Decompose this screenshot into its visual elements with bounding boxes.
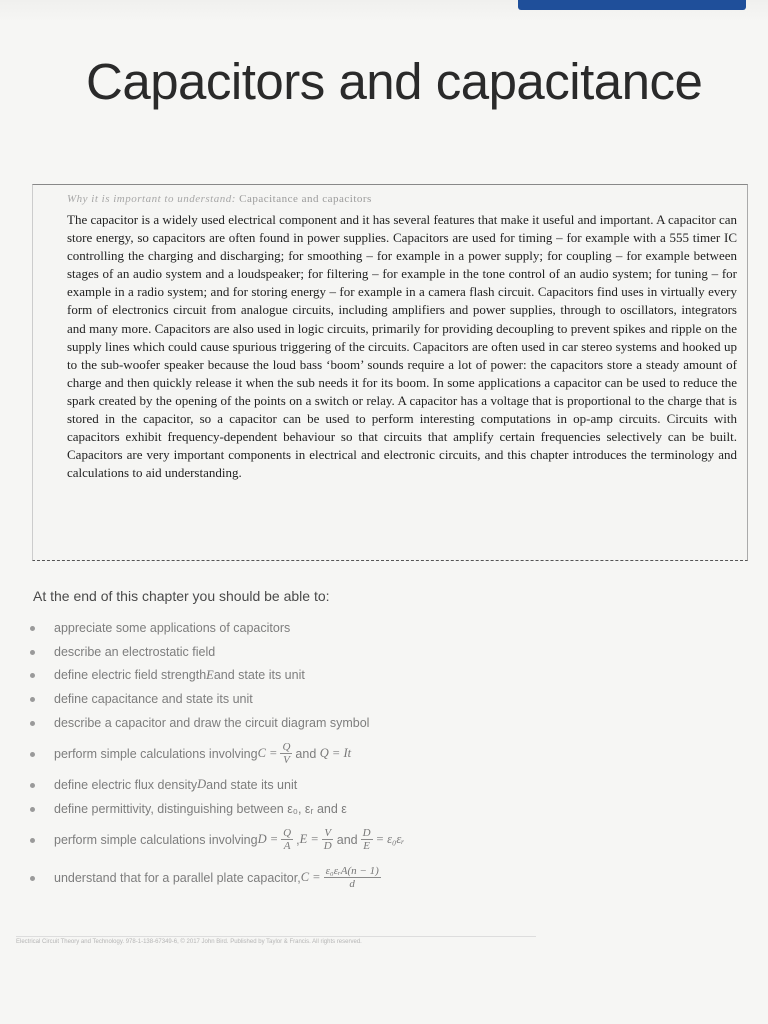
bullet-icon — [30, 697, 35, 702]
symbol-d: D — [197, 777, 207, 792]
fraction-q-over-a: $\frac{Q}{A}$ — [283, 827, 292, 853]
symbol-e: E — [206, 667, 214, 682]
chapter-tab — [518, 0, 746, 10]
fraction-capacitance: $\frac{\text{ε₀εᵣA(n − 1)}}{d}$ — [325, 865, 379, 891]
objective-item: understand that for a parallel plate capacitor, C = $\frac{\text{ε₀εᵣA(n − 1)}}{d}$ — [30, 859, 590, 897]
box-heading — [67, 193, 737, 205]
box-heading-prefix: Why it is important to understand: — [67, 193, 236, 205]
bullet-icon — [30, 752, 35, 757]
objective-item: appreciate some applications of capacitors — [30, 616, 590, 640]
bullet-icon — [30, 626, 35, 631]
why-important-box — [32, 184, 748, 561]
objective-item: describe an electrostatic field — [30, 640, 590, 664]
objective-item: perform simple calculations involving C = $\frac{Q}{V}$ and Q = It — [30, 735, 590, 773]
objectives-list — [30, 616, 590, 897]
objective-item: define electric field strength E and state its unit — [30, 664, 590, 688]
bullet-icon — [30, 838, 35, 843]
objective-item: define capacitance and state its unit — [30, 687, 590, 711]
copyright-footer: Electrical Circuit Theory and Technology. 978-1-138-67349-6, © 2017 John Bird. Published by Taylor & Francis. All rights reserved. — [16, 936, 536, 945]
page-title: Capacitors and capacitance — [86, 53, 703, 110]
objectives-title: At the end of this chapter you should be able to: — [33, 588, 330, 604]
bullet-icon — [30, 673, 35, 678]
objective-item: perform simple calculations involving D = $\frac{Q}{A}$ , E = $\frac{V}{D}$ and $\frac{D}{E}$ = ε₀εᵣ — [30, 821, 590, 859]
objective-item: define permittivity, distinguishing between ε₀, εᵣ and ε — [30, 797, 590, 821]
bullet-icon — [30, 807, 35, 812]
box-body-text: The capacitor is a widely used electrical component and it has several features that make it useful and important. A capacitor can store energy, so capacitors are often found in power supplies. Capacitors are used for timing – for example with a 555 timer IC controlling the charging and discharging; for smoothing – for example in a power supply; for coupling – for example between stages of an audio system and a loudspeaker; for filtering – for example in the tone control of an audio system; for tuning – for example in a radio system; and for storing energy – for example in a camera flash circuit. Capacitors find uses in virtually every form of electronics circuit from analogue circuits, including amplifiers and power supplies, through to oscillators, integrators and many more. Capacitors are also used in logic circuits, primarily for providing decoupling to prevent spikes and ripple on the supply lines which could cause spurious triggering of the circuits. Capacitors are often used in car stereo systems and hooked up to the sub-woofer speaker because the loud bass ‘boom’ sounds require a lot of power: the capacitors store a steady amount of charge and then quickly release it when the sub needs it for its boom. In some applications a capacitor can be used to reduce the spark created by the opening of the points on a switch or relay. A capacitor has a voltage that is proportional to the charge that is stored in the capacitor, so a capacitor can be used to perform interesting computations in op-amp circuits. Circuits with capacitors exhibit frequency-dependent behaviour so that circuits that amplify certain frequencies selectively can be built. Capacitors are very important components in electrical and electronic circuits, and this chapter introduces the terminology and calculations to aid understanding. — [67, 212, 737, 481]
fraction-q-over-v: $\frac{Q}{V}$ — [282, 741, 291, 767]
bullet-icon — [30, 783, 35, 788]
objective-item: define electric flux density D and state its unit — [30, 773, 590, 797]
bullet-icon — [30, 721, 35, 726]
box-heading-topic: Capacitance and capacitors — [239, 193, 372, 205]
bullet-icon — [30, 650, 35, 655]
fraction-v-over-d: $\frac{V}{D}$ — [323, 827, 332, 853]
objective-item: describe a capacitor and draw the circuit diagram symbol — [30, 711, 590, 735]
fraction-d-over-e: $\frac{D}{E}$ — [362, 827, 371, 853]
bullet-icon — [30, 876, 35, 881]
